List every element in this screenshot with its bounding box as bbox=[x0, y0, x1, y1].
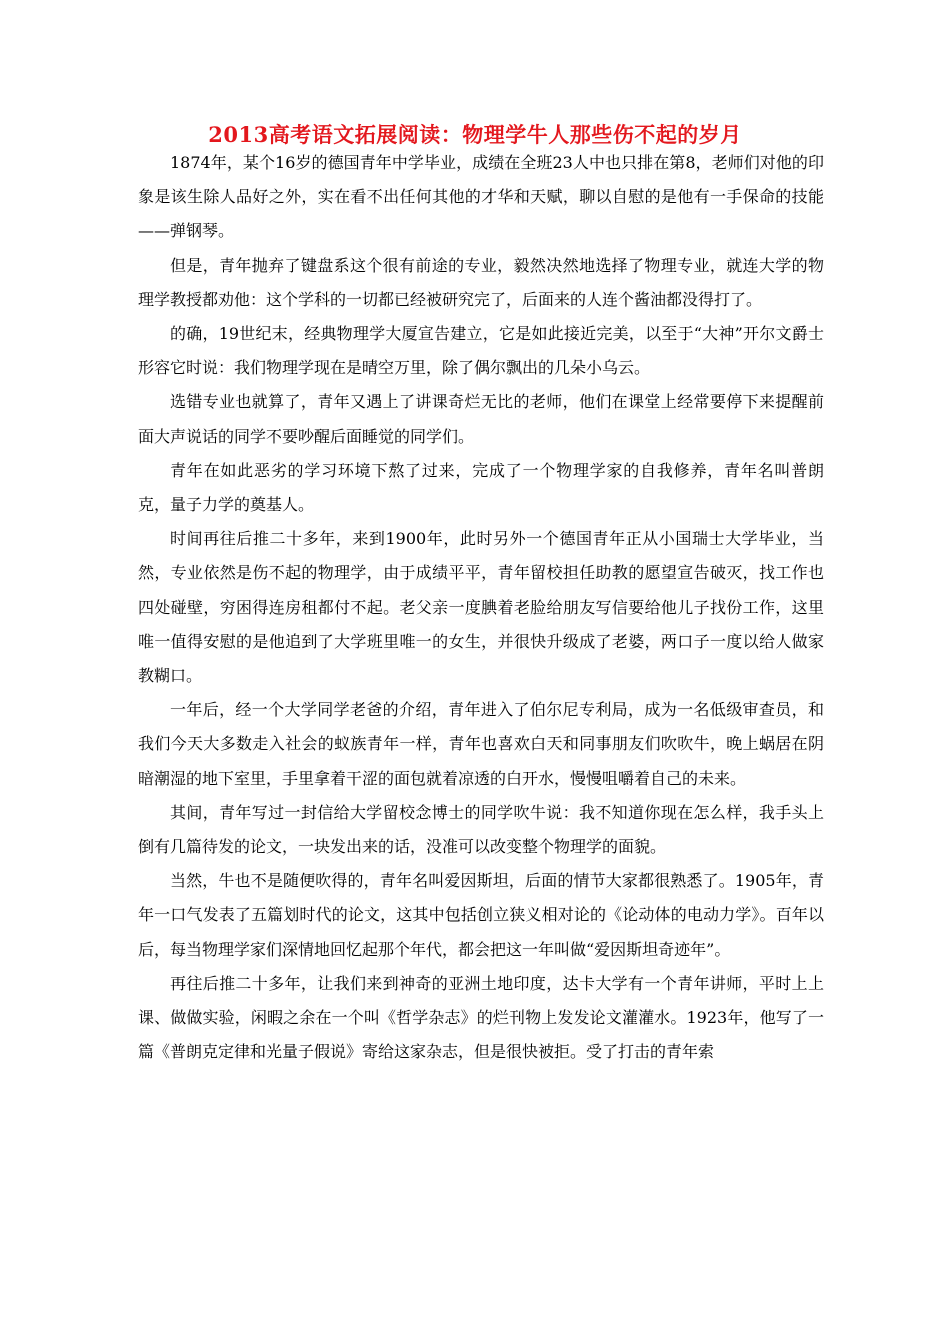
paragraph: 青年在如此恶劣的学习环境下熬了过来，完成了一个物理学家的自我修养，青年名叫普朗克，量子力学的奠基人。 bbox=[138, 460, 824, 515]
paragraph: 一年后，经一个大学同学老爸的介绍，青年进入了伯尔尼专利局，成为一名低级审查员，和我们今天大多数走入社会的蚁族青年一样，青年也喜欢白天和同事朋友们吹吹牛，晚上蜗居在阴暗潮湿的地下室里，手里拿着干涩的面包就着凉透的白开水，慢慢咀嚼着自己的未来。 bbox=[138, 700, 824, 788]
paragraph: 时间再往后推二十多年，来到1900年，此时另外一个德国青年正从小国瑞士大学毕业，当然，专业依然是伤不起的物理学，由于成绩平平，青年留校担任助教的愿望宣告破灭，找工作也四处碰壁，穷困得连房租都付不起。老父亲一度腆着老脸给朋友写信要给他儿子找份工作，这里唯一值得安慰的是他追到了大学班里唯一的女生，并很快升级成了老婆，两口子一度以给人做家教糊口。 bbox=[138, 529, 824, 686]
document-title: 2013高考语文拓展阅读：物理学牛人那些伤不起的岁月 bbox=[208, 122, 742, 147]
paragraph: 再往后推二十多年，让我们来到神奇的亚洲土地印度，达卡大学有一个青年讲师，平时上上课、做做实验，闲暇之余在一个叫《哲学杂志》的烂刊物上发发论文灌灌水。1923年，他写了一篇《普朗克定律和光量子假说》寄给这家杂志，但是很快被拒。受了打击的青年索 bbox=[138, 973, 824, 1062]
paragraph: 的确，19世纪末，经典物理学大厦宣告建立，它是如此接近完美，以至于“大神”开尔文爵士形容它时说：我们物理学现在是晴空万里，除了偶尔飘出的几朵小乌云。 bbox=[138, 324, 824, 378]
paragraph: 但是，青年抛弃了键盘系这个很有前途的专业，毅然决然地选择了物理专业，就连大学的物理学教授都劝他：这个学科的一切都已经被研究完了，后面来的人连个酱油都没得打了。 bbox=[138, 255, 824, 309]
paragraph: 其间，青年写过一封信给大学留校念博士的同学吹牛说：我不知道你现在怎么样，我手头上倒有几篇待发的论文，一块发出来的话，没准可以改变整个物理学的面貌。 bbox=[138, 802, 824, 857]
paragraph: 当然，牛也不是随便吹得的，青年名叫爱因斯坦，后面的情节大家都很熟悉了。1905年，青年一口气发表了五篇划时代的论文，这其中包括创立狭义相对论的《论动体的电动力学》。百年以后，每当物理学家们深情地回忆起那个年代，都会把这一年叫做“爱因斯坦奇迹年”。 bbox=[138, 871, 824, 959]
article-body bbox=[138, 146, 824, 1069]
paragraph: 选错专业也就算了，青年又遇上了讲课奇烂无比的老师，他们在课堂上经常要停下来提醒前面大声说话的同学不要吵醒后面睡觉的同学们。 bbox=[138, 392, 824, 446]
paragraph: 1874年，某个16岁的德国青年中学毕业，成绩在全班23人中也只排在第8，老师们对他的印象是该生除人品好之外，实在看不出任何其他的才华和天赋，聊以自慰的是他有一手保命的技能——弹钢琴。 bbox=[138, 153, 824, 241]
